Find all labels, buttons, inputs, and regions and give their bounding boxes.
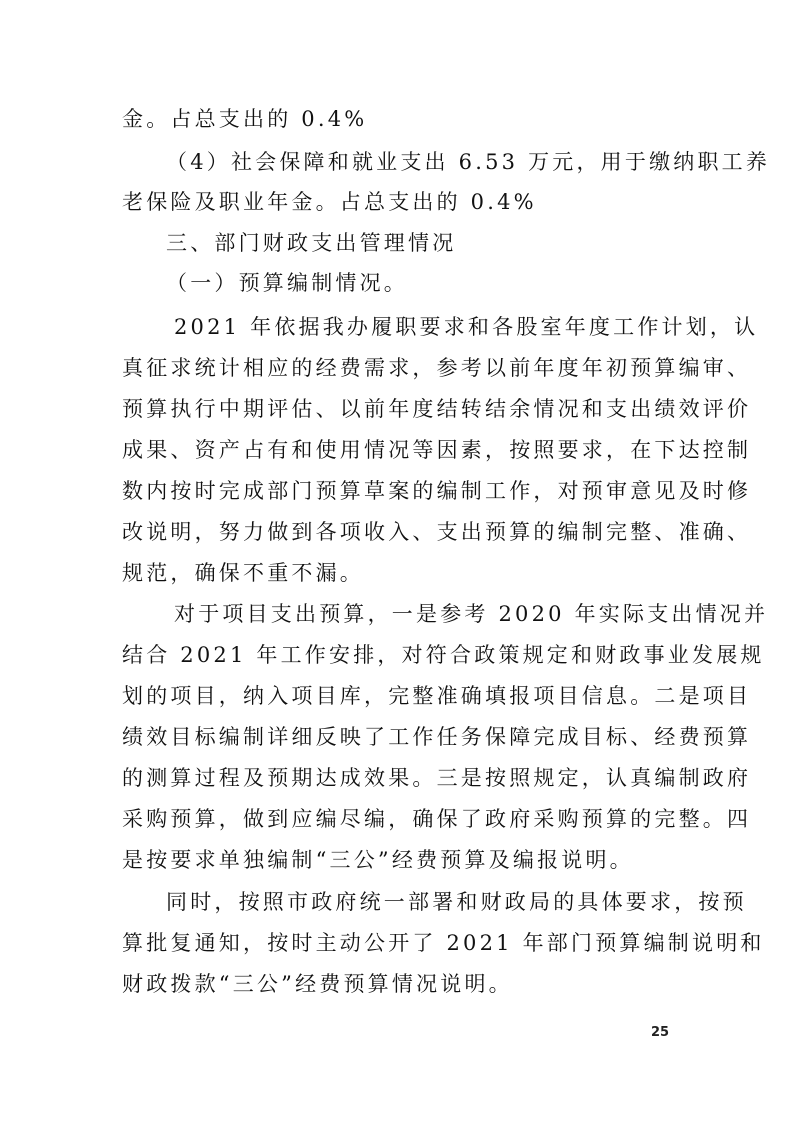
text-line: 金。占总支出的 0.4%: [122, 107, 368, 131]
text-line: 是按要求单独编制“三公”经费预算及编报说明。: [122, 848, 634, 872]
text-line: 财政拨款“三公”经费预算情况说明。: [122, 972, 513, 996]
text-line: 结合 2021 年工作安排，对符合政策规定和财政事业发展规: [122, 643, 765, 667]
section-heading: 三、部门财政支出管理情况: [166, 231, 457, 255]
text-line: 算批复通知，按时主动公开了 2021 年部门预算编制说明和: [122, 931, 765, 955]
text-line: 规范，确保不重不漏。: [122, 561, 364, 585]
text-line: 预算执行中期评估、以前年度结转结余情况和支出绩效评价: [122, 397, 752, 421]
text-line: 对于项目支出预算，一是参考 2020 年实际支出情况并: [174, 602, 769, 626]
text-line: 划的项目，纳入项目库，完整准确填报项目信息。二是项目: [122, 684, 752, 708]
text-line: 的测算过程及预期达成效果。三是按照规定，认真编制政府: [122, 766, 752, 790]
text-line: 2021 年依据我办履职要求和各股室年度工作计划，认: [174, 315, 759, 339]
text-line: （4）社会保障和就业支出 6.53 万元，用于缴纳职工养: [166, 150, 771, 174]
text-line: 老保险及职业年金。占总支出的 0.4%: [122, 190, 537, 214]
text-line: 真征求统计相应的经费需求，参考以前年度年初预算编审、: [122, 356, 752, 380]
page-number: 25: [651, 1025, 670, 1040]
text-line: 同时，按照市政府统一部署和财政局的具体要求，按预: [166, 890, 747, 914]
text-line: 数内按时完成部门预算草案的编制工作，对预审意见及时修: [122, 479, 752, 503]
subsection-heading: （一）预算编制情况。: [166, 271, 408, 295]
text-line: 绩效目标编制详细反映了工作任务保障完成目标、经费预算: [122, 725, 752, 749]
text-line: 采购预算，做到应编尽编，确保了政府采购预算的完整。四: [122, 807, 752, 831]
text-line: 成果、资产占有和使用情况等因素，按照要求，在下达控制: [122, 438, 752, 462]
text-line: 改说明，努力做到各项收入、支出预算的编制完整、准确、: [122, 520, 752, 544]
